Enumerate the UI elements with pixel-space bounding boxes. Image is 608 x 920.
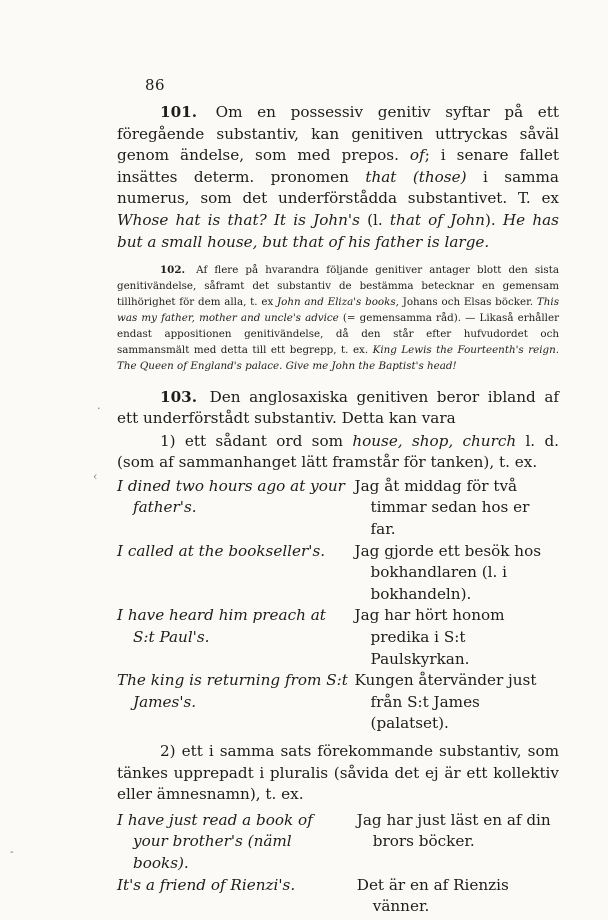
english-example: I dined two hours ago at your father's. — [117, 476, 345, 517]
example: King Lewis the Fourteenth's reign. The Queen of England's palace. Give me John the Baptist's head! — [117, 343, 560, 372]
text: Johans och Elsas böcker. — [398, 295, 537, 308]
text: (= gemensamma råd). — Likaså erhåller endast appositionen genitivändelse, då den står efter hufvudordet och sammansmält med detta till ett begrepp, t. ex. — [117, 311, 559, 356]
margin-mark: · — [97, 402, 101, 415]
swedish-translation: Jag har just läst en af din brors böcker. — [356, 810, 551, 851]
swedish-translation: Jag har hört honom predika i S:t Paulskyrkan. — [354, 606, 505, 668]
english-example: I called at the bookseller's. — [117, 541, 326, 560]
margin-mark: - — [10, 845, 14, 858]
page-number: 86 — [145, 76, 166, 94]
margin-mark: ‹ — [93, 470, 98, 483]
english-example: The king is returning from S:t James's. — [117, 671, 348, 711]
example-row — [117, 670, 559, 735]
text: (l. — [359, 210, 390, 229]
section-number: 102. — [160, 264, 186, 277]
text: ; i senare fallet insättes determ. pronomen — [117, 146, 559, 186]
example: that of John — [389, 210, 485, 229]
english-example: I have just read a book of your brother's (näml books). — [117, 810, 313, 872]
text: Den anglosaxiska genitiven beror ibland af ett underförstådt substantiv. Detta kan vara — [117, 387, 559, 428]
section-number: 103. — [160, 387, 197, 406]
text: Af flere på hvarandra följande genitiver antager blott den sista genitivändelse, såframt det substantiv de bestämma betecknar en gemensam tillhörighet för dem alla, t. ex — [117, 264, 559, 308]
paragraph-101 — [117, 102, 559, 253]
example-row — [117, 810, 559, 875]
example-row — [117, 875, 559, 918]
swedish-translation: Kungen återvänder just från S:t James (palatset). — [354, 671, 537, 733]
example: John and Eliza's books, — [277, 295, 399, 308]
text: l. d. (som af sammanhanget lätt framstår för tanken), t. ex. — [117, 431, 559, 472]
text: 1) ett sådant ord som — [160, 431, 353, 450]
swedish-translation: Jag gjorde ett besök hos bokhandlaren (l. i bokhandeln). — [354, 541, 542, 603]
example-table-2 — [117, 810, 559, 918]
english-example: It's a friend of Rienzi's. — [117, 875, 296, 894]
example-row — [117, 605, 559, 670]
text: ). — [484, 210, 503, 229]
case-2: 2) ett i samma sats förekommande substantiv, som tänkes upprepadt i pluralis (såvida det ej är ett kollektiv eller ämnesnamn), t. ex. — [117, 742, 559, 804]
example: of — [409, 146, 425, 165]
english-example: I have heard him preach at S:t Paul's. — [117, 606, 326, 647]
case-1 — [117, 431, 559, 474]
example: He has but a small house, but that of his father is large. — [117, 210, 559, 251]
example: house, shop, church — [352, 431, 517, 450]
paragraph-103 — [117, 387, 559, 430]
text: Om en possessiv genitiv syftar på ett föregående substantiv, kan genitiven uttryckas såväl genom ändelse, som med prepos. — [117, 103, 559, 165]
example-row — [117, 476, 559, 541]
example-row — [117, 541, 559, 606]
page-content — [117, 102, 559, 920]
swedish-translation: Det är en af Rienzis vänner. — [356, 875, 509, 916]
swedish-translation: Jag åt middag för två timmar sedan hos er far. — [354, 476, 530, 539]
text: i samma numerus, som det underförstådda substantivet. T. ex — [117, 167, 559, 208]
paragraph-102 — [117, 263, 559, 374]
example-table-1 — [117, 476, 559, 735]
example: This was my father, mother and uncle's advice — [117, 295, 559, 324]
section-number: 101. — [160, 103, 197, 121]
example: that (those) — [365, 167, 467, 186]
example: Whose hat is that? It is John's — [117, 210, 360, 229]
